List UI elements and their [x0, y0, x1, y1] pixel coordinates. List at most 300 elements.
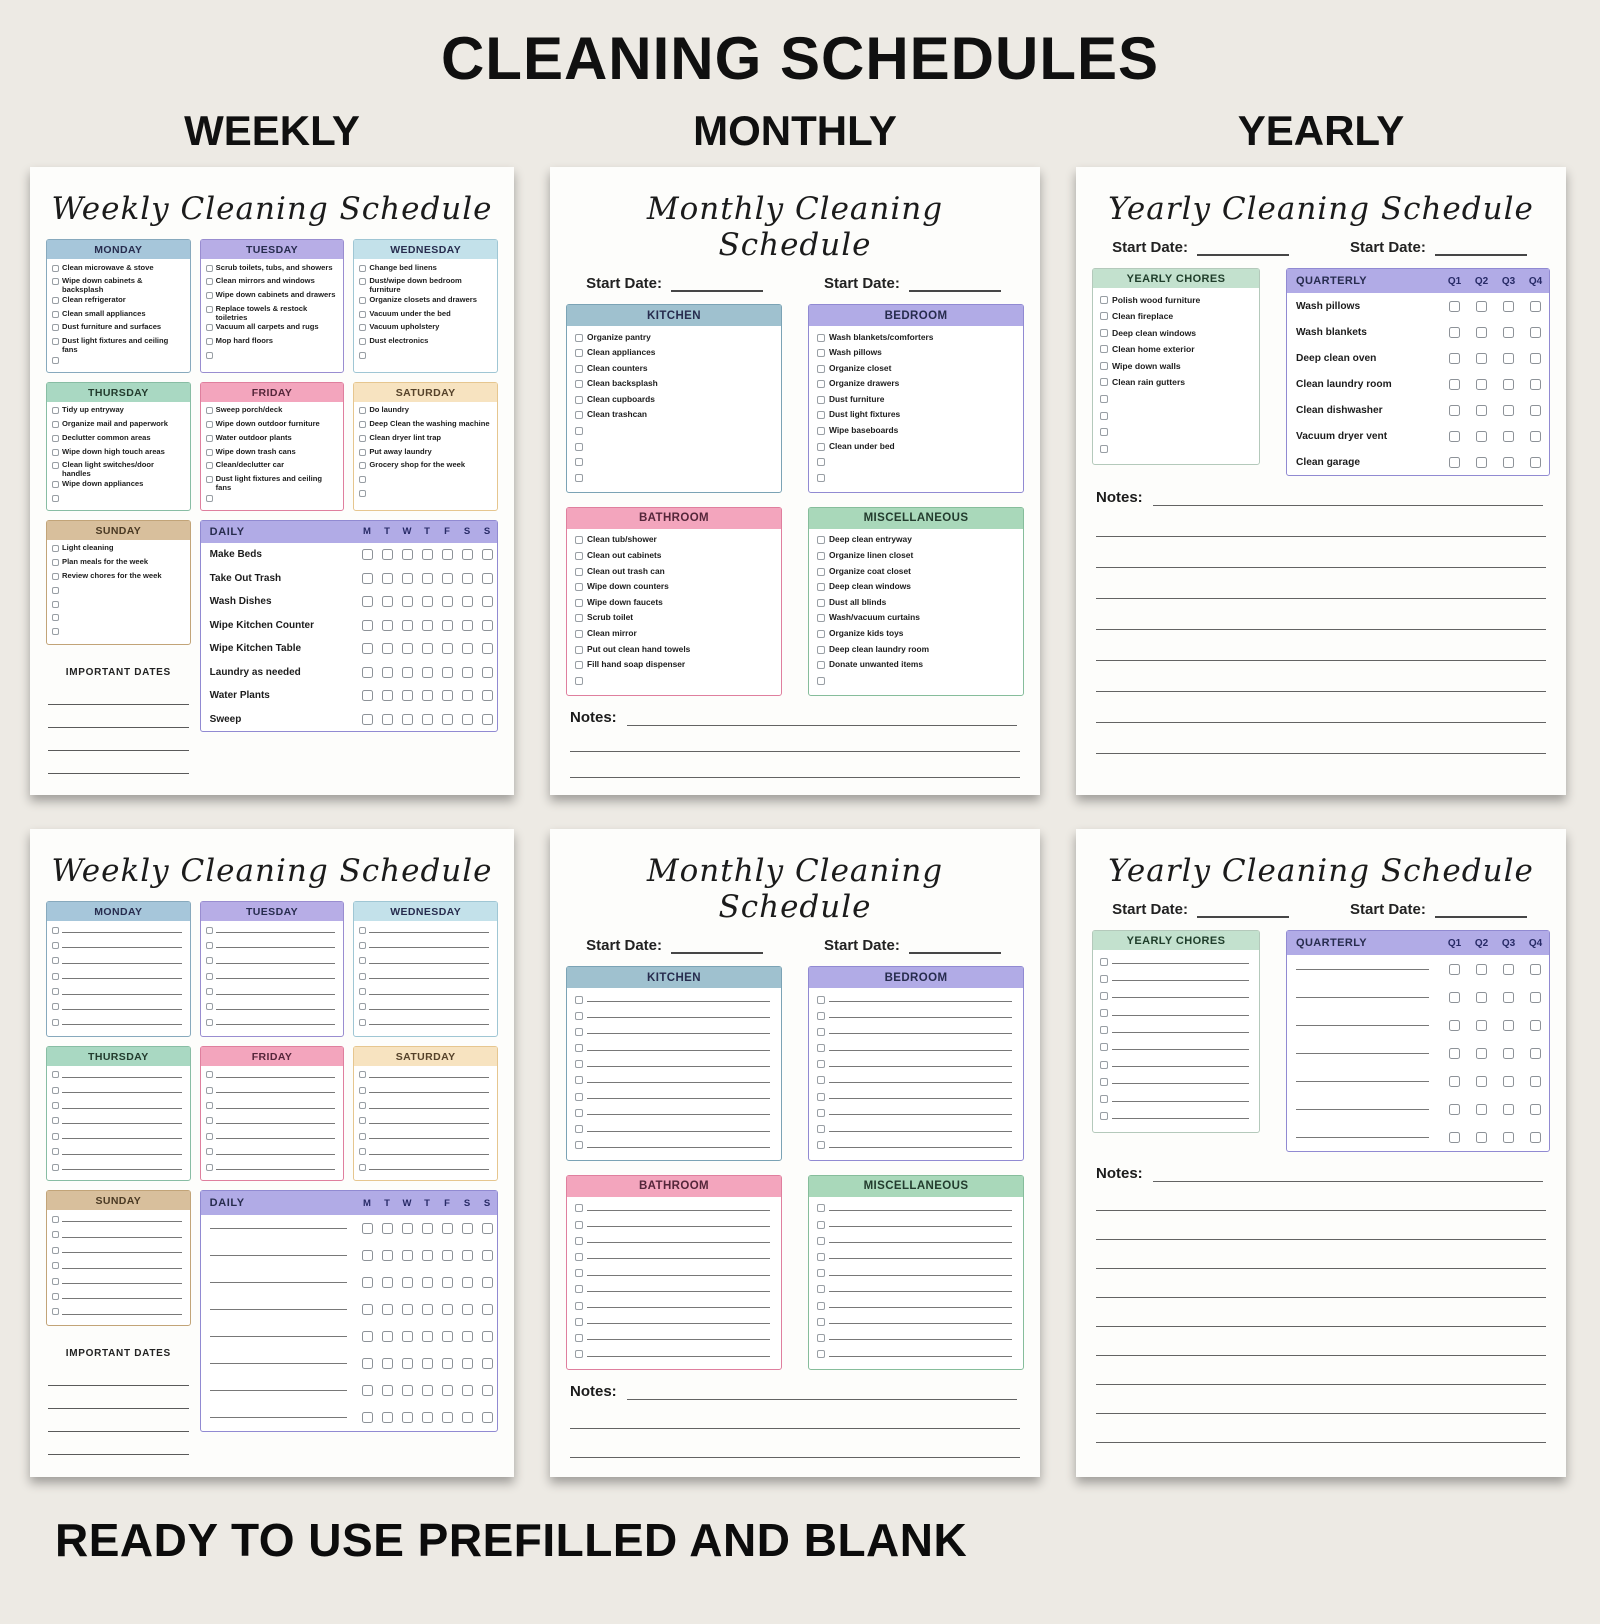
checkbox[interactable]: [817, 349, 825, 357]
checkbox[interactable]: [1503, 327, 1514, 338]
checkbox[interactable]: [817, 1253, 825, 1261]
checkbox[interactable]: [402, 596, 413, 607]
checkbox[interactable]: [52, 927, 59, 934]
checkbox[interactable]: [575, 1318, 583, 1326]
checkbox[interactable]: [817, 1285, 825, 1293]
checkbox[interactable]: [422, 1250, 433, 1261]
checkbox[interactable]: [575, 1350, 583, 1358]
checkbox[interactable]: [482, 667, 493, 678]
checkbox[interactable]: [817, 411, 825, 419]
checkbox[interactable]: [462, 1331, 473, 1342]
checkbox[interactable]: [206, 292, 213, 299]
checkbox[interactable]: [362, 1412, 373, 1423]
checkbox[interactable]: [52, 481, 59, 488]
checkbox[interactable]: [359, 1148, 366, 1155]
checkbox[interactable]: [52, 1262, 59, 1269]
checkbox[interactable]: [575, 411, 583, 419]
checkbox[interactable]: [817, 1044, 825, 1052]
checkbox[interactable]: [52, 1071, 59, 1078]
checkbox[interactable]: [402, 573, 413, 584]
checkbox[interactable]: [362, 573, 373, 584]
checkbox[interactable]: [206, 942, 213, 949]
checkbox[interactable]: [442, 667, 453, 678]
checkbox[interactable]: [402, 1250, 413, 1261]
checkbox[interactable]: [575, 1028, 583, 1036]
checkbox[interactable]: [52, 1087, 59, 1094]
checkbox[interactable]: [442, 1277, 453, 1288]
checkbox[interactable]: [206, 278, 213, 285]
checkbox[interactable]: [575, 1204, 583, 1212]
checkbox[interactable]: [1530, 964, 1541, 975]
checkbox[interactable]: [52, 1117, 59, 1124]
checkbox[interactable]: [1476, 1048, 1487, 1059]
checkbox[interactable]: [1449, 405, 1460, 416]
checkbox[interactable]: [462, 596, 473, 607]
checkbox[interactable]: [1476, 405, 1487, 416]
checkbox[interactable]: [1100, 412, 1108, 420]
checkbox[interactable]: [462, 1277, 473, 1288]
checkbox[interactable]: [575, 1141, 583, 1149]
checkbox[interactable]: [1100, 395, 1108, 403]
checkbox[interactable]: [575, 396, 583, 404]
checkbox[interactable]: [1449, 301, 1460, 312]
checkbox[interactable]: [575, 536, 583, 544]
checkbox[interactable]: [1449, 353, 1460, 364]
checkbox[interactable]: [422, 1277, 433, 1288]
checkbox[interactable]: [362, 667, 373, 678]
checkbox[interactable]: [359, 927, 366, 934]
checkbox[interactable]: [382, 1385, 393, 1396]
checkbox[interactable]: [1503, 1132, 1514, 1143]
checkbox[interactable]: [817, 996, 825, 1004]
checkbox[interactable]: [575, 1060, 583, 1068]
checkbox[interactable]: [206, 476, 213, 483]
checkbox[interactable]: [382, 1223, 393, 1234]
checkbox[interactable]: [817, 1318, 825, 1326]
checkbox[interactable]: [1476, 353, 1487, 364]
checkbox[interactable]: [817, 1076, 825, 1084]
checkbox[interactable]: [422, 549, 433, 560]
checkbox[interactable]: [52, 421, 59, 428]
checkbox[interactable]: [1503, 1048, 1514, 1059]
checkbox[interactable]: [817, 1334, 825, 1342]
checkbox[interactable]: [1476, 431, 1487, 442]
checkbox[interactable]: [1100, 378, 1108, 386]
checkbox[interactable]: [359, 490, 366, 497]
checkbox[interactable]: [1503, 405, 1514, 416]
checkbox[interactable]: [1100, 1095, 1108, 1103]
checkbox[interactable]: [362, 1223, 373, 1234]
checkbox[interactable]: [1530, 1132, 1541, 1143]
checkbox[interactable]: [817, 1028, 825, 1036]
checkbox[interactable]: [817, 474, 825, 482]
checkbox[interactable]: [462, 1412, 473, 1423]
checkbox[interactable]: [817, 1093, 825, 1101]
checkbox[interactable]: [359, 1102, 366, 1109]
checkbox[interactable]: [362, 1358, 373, 1369]
checkbox[interactable]: [442, 1250, 453, 1261]
checkbox[interactable]: [575, 1093, 583, 1101]
checkbox[interactable]: [402, 1277, 413, 1288]
checkbox[interactable]: [1100, 362, 1108, 370]
checkbox[interactable]: [1530, 992, 1541, 1003]
checkbox[interactable]: [206, 1003, 213, 1010]
checkbox[interactable]: [359, 957, 366, 964]
checkbox[interactable]: [382, 1304, 393, 1315]
checkbox[interactable]: [359, 338, 366, 345]
checkbox[interactable]: [575, 1253, 583, 1261]
checkbox[interactable]: [359, 476, 366, 483]
checkbox[interactable]: [206, 957, 213, 964]
checkbox[interactable]: [442, 1358, 453, 1369]
checkbox[interactable]: [1100, 296, 1108, 304]
checkbox[interactable]: [206, 338, 213, 345]
checkbox[interactable]: [462, 549, 473, 560]
checkbox[interactable]: [575, 614, 583, 622]
checkbox[interactable]: [422, 573, 433, 584]
checkbox[interactable]: [442, 1331, 453, 1342]
checkbox[interactable]: [482, 573, 493, 584]
checkbox[interactable]: [482, 1250, 493, 1261]
checkbox[interactable]: [575, 427, 583, 435]
checkbox[interactable]: [817, 1237, 825, 1245]
checkbox[interactable]: [422, 690, 433, 701]
checkbox[interactable]: [52, 628, 59, 635]
checkbox[interactable]: [422, 714, 433, 725]
checkbox[interactable]: [1100, 1009, 1108, 1017]
checkbox[interactable]: [206, 1019, 213, 1026]
checkbox[interactable]: [52, 545, 59, 552]
checkbox[interactable]: [52, 435, 59, 442]
checkbox[interactable]: [382, 1331, 393, 1342]
checkbox[interactable]: [442, 620, 453, 631]
checkbox[interactable]: [817, 552, 825, 560]
checkbox[interactable]: [575, 646, 583, 654]
checkbox[interactable]: [206, 324, 213, 331]
checkbox[interactable]: [206, 927, 213, 934]
checkbox[interactable]: [206, 973, 213, 980]
checkbox[interactable]: [52, 601, 59, 608]
checkbox[interactable]: [52, 1102, 59, 1109]
checkbox[interactable]: [575, 1334, 583, 1342]
checkbox[interactable]: [442, 549, 453, 560]
checkbox[interactable]: [1100, 445, 1108, 453]
checkbox[interactable]: [382, 573, 393, 584]
checkbox[interactable]: [402, 1385, 413, 1396]
checkbox[interactable]: [52, 311, 59, 318]
checkbox[interactable]: [575, 661, 583, 669]
checkbox[interactable]: [482, 1412, 493, 1423]
checkbox[interactable]: [1503, 1076, 1514, 1087]
checkbox[interactable]: [52, 265, 59, 272]
checkbox[interactable]: [359, 278, 366, 285]
checkbox[interactable]: [362, 620, 373, 631]
checkbox[interactable]: [1449, 1132, 1460, 1143]
checkbox[interactable]: [462, 1223, 473, 1234]
checkbox[interactable]: [1503, 353, 1514, 364]
checkbox[interactable]: [52, 297, 59, 304]
checkbox[interactable]: [206, 435, 213, 442]
checkbox[interactable]: [1449, 457, 1460, 468]
checkbox[interactable]: [206, 988, 213, 995]
checkbox[interactable]: [442, 1304, 453, 1315]
checkbox[interactable]: [1530, 379, 1541, 390]
checkbox[interactable]: [817, 380, 825, 388]
checkbox[interactable]: [817, 599, 825, 607]
checkbox[interactable]: [1476, 1076, 1487, 1087]
checkbox[interactable]: [52, 1308, 59, 1315]
checkbox[interactable]: [817, 334, 825, 342]
checkbox[interactable]: [1530, 353, 1541, 364]
checkbox[interactable]: [1476, 327, 1487, 338]
checkbox[interactable]: [52, 988, 59, 995]
checkbox[interactable]: [442, 643, 453, 654]
checkbox[interactable]: [575, 677, 583, 685]
checkbox[interactable]: [206, 1148, 213, 1155]
checkbox[interactable]: [1476, 992, 1487, 1003]
checkbox[interactable]: [422, 1358, 433, 1369]
checkbox[interactable]: [482, 690, 493, 701]
checkbox[interactable]: [1449, 431, 1460, 442]
checkbox[interactable]: [575, 1076, 583, 1084]
checkbox[interactable]: [462, 690, 473, 701]
checkbox[interactable]: [1476, 1104, 1487, 1115]
checkbox[interactable]: [52, 338, 59, 345]
checkbox[interactable]: [382, 596, 393, 607]
checkbox[interactable]: [1100, 1026, 1108, 1034]
checkbox[interactable]: [206, 1087, 213, 1094]
checkbox[interactable]: [442, 714, 453, 725]
checkbox[interactable]: [1476, 1020, 1487, 1031]
checkbox[interactable]: [817, 1109, 825, 1117]
checkbox[interactable]: [52, 324, 59, 331]
checkbox[interactable]: [817, 443, 825, 451]
checkbox[interactable]: [482, 1385, 493, 1396]
checkbox[interactable]: [52, 278, 59, 285]
checkbox[interactable]: [442, 1412, 453, 1423]
checkbox[interactable]: [52, 1293, 59, 1300]
checkbox[interactable]: [575, 380, 583, 388]
checkbox[interactable]: [1100, 428, 1108, 436]
checkbox[interactable]: [52, 942, 59, 949]
checkbox[interactable]: [382, 1412, 393, 1423]
checkbox[interactable]: [1100, 1061, 1108, 1069]
checkbox[interactable]: [206, 1102, 213, 1109]
checkbox[interactable]: [362, 1385, 373, 1396]
checkbox[interactable]: [1449, 992, 1460, 1003]
checkbox[interactable]: [575, 583, 583, 591]
checkbox[interactable]: [482, 643, 493, 654]
checkbox[interactable]: [1503, 301, 1514, 312]
checkbox[interactable]: [1476, 379, 1487, 390]
checkbox[interactable]: [422, 620, 433, 631]
checkbox[interactable]: [575, 568, 583, 576]
checkbox[interactable]: [1449, 1104, 1460, 1115]
checkbox[interactable]: [1530, 405, 1541, 416]
checkbox[interactable]: [359, 1003, 366, 1010]
checkbox[interactable]: [442, 1223, 453, 1234]
checkbox[interactable]: [575, 1221, 583, 1229]
checkbox[interactable]: [359, 1164, 366, 1171]
checkbox[interactable]: [402, 667, 413, 678]
checkbox[interactable]: [817, 1302, 825, 1310]
checkbox[interactable]: [359, 311, 366, 318]
checkbox[interactable]: [382, 690, 393, 701]
checkbox[interactable]: [575, 443, 583, 451]
checkbox[interactable]: [362, 1304, 373, 1315]
checkbox[interactable]: [359, 1019, 366, 1026]
checkbox[interactable]: [382, 714, 393, 725]
checkbox[interactable]: [52, 1133, 59, 1140]
checkbox[interactable]: [575, 599, 583, 607]
checkbox[interactable]: [1530, 1020, 1541, 1031]
checkbox[interactable]: [1100, 312, 1108, 320]
checkbox[interactable]: [402, 690, 413, 701]
checkbox[interactable]: [442, 1385, 453, 1396]
checkbox[interactable]: [462, 620, 473, 631]
checkbox[interactable]: [482, 596, 493, 607]
checkbox[interactable]: [462, 1358, 473, 1369]
checkbox[interactable]: [1476, 1132, 1487, 1143]
checkbox[interactable]: [817, 568, 825, 576]
checkbox[interactable]: [422, 667, 433, 678]
checkbox[interactable]: [482, 1223, 493, 1234]
checkbox[interactable]: [362, 549, 373, 560]
checkbox[interactable]: [206, 265, 213, 272]
checkbox[interactable]: [402, 714, 413, 725]
checkbox[interactable]: [817, 1125, 825, 1133]
checkbox[interactable]: [402, 1412, 413, 1423]
checkbox[interactable]: [817, 1221, 825, 1229]
checkbox[interactable]: [206, 306, 213, 313]
checkbox[interactable]: [52, 614, 59, 621]
checkbox[interactable]: [482, 1331, 493, 1342]
checkbox[interactable]: [52, 587, 59, 594]
checkbox[interactable]: [575, 458, 583, 466]
checkbox[interactable]: [382, 667, 393, 678]
checkbox[interactable]: [817, 1269, 825, 1277]
checkbox[interactable]: [422, 1412, 433, 1423]
checkbox[interactable]: [52, 1247, 59, 1254]
checkbox[interactable]: [206, 1164, 213, 1171]
checkbox[interactable]: [52, 1164, 59, 1171]
checkbox[interactable]: [52, 1003, 59, 1010]
checkbox[interactable]: [1476, 964, 1487, 975]
checkbox[interactable]: [359, 1133, 366, 1140]
checkbox[interactable]: [1100, 992, 1108, 1000]
checkbox[interactable]: [482, 1277, 493, 1288]
checkbox[interactable]: [1503, 379, 1514, 390]
checkbox[interactable]: [1449, 1048, 1460, 1059]
checkbox[interactable]: [359, 324, 366, 331]
checkbox[interactable]: [206, 1071, 213, 1078]
checkbox[interactable]: [575, 349, 583, 357]
checkbox[interactable]: [362, 690, 373, 701]
checkbox[interactable]: [52, 407, 59, 414]
checkbox[interactable]: [482, 714, 493, 725]
checkbox[interactable]: [206, 462, 213, 469]
checkbox[interactable]: [206, 1117, 213, 1124]
checkbox[interactable]: [52, 1019, 59, 1026]
checkbox[interactable]: [1449, 964, 1460, 975]
checkbox[interactable]: [382, 1277, 393, 1288]
checkbox[interactable]: [1530, 1076, 1541, 1087]
checkbox[interactable]: [575, 334, 583, 342]
checkbox[interactable]: [422, 1385, 433, 1396]
checkbox[interactable]: [817, 614, 825, 622]
checkbox[interactable]: [462, 1385, 473, 1396]
checkbox[interactable]: [817, 365, 825, 373]
checkbox[interactable]: [1100, 1043, 1108, 1051]
checkbox[interactable]: [402, 1331, 413, 1342]
checkbox[interactable]: [482, 620, 493, 631]
checkbox[interactable]: [359, 973, 366, 980]
checkbox[interactable]: [402, 620, 413, 631]
checkbox[interactable]: [575, 1125, 583, 1133]
checkbox[interactable]: [362, 714, 373, 725]
checkbox[interactable]: [422, 1223, 433, 1234]
checkbox[interactable]: [359, 988, 366, 995]
checkbox[interactable]: [575, 1044, 583, 1052]
checkbox[interactable]: [575, 1237, 583, 1245]
checkbox[interactable]: [52, 1216, 59, 1223]
checkbox[interactable]: [442, 596, 453, 607]
checkbox[interactable]: [1449, 1076, 1460, 1087]
checkbox[interactable]: [1503, 431, 1514, 442]
checkbox[interactable]: [575, 365, 583, 373]
checkbox[interactable]: [817, 396, 825, 404]
checkbox[interactable]: [1100, 345, 1108, 353]
checkbox[interactable]: [1100, 1112, 1108, 1120]
checkbox[interactable]: [422, 1304, 433, 1315]
checkbox[interactable]: [575, 630, 583, 638]
checkbox[interactable]: [362, 1331, 373, 1342]
checkbox[interactable]: [1530, 431, 1541, 442]
checkbox[interactable]: [462, 667, 473, 678]
checkbox[interactable]: [817, 458, 825, 466]
checkbox[interactable]: [52, 1148, 59, 1155]
checkbox[interactable]: [402, 1358, 413, 1369]
checkbox[interactable]: [52, 559, 59, 566]
checkbox[interactable]: [52, 573, 59, 580]
checkbox[interactable]: [1449, 1020, 1460, 1031]
checkbox[interactable]: [359, 435, 366, 442]
checkbox[interactable]: [442, 690, 453, 701]
checkbox[interactable]: [1503, 457, 1514, 468]
checkbox[interactable]: [817, 1060, 825, 1068]
checkbox[interactable]: [359, 265, 366, 272]
checkbox[interactable]: [52, 973, 59, 980]
checkbox[interactable]: [462, 573, 473, 584]
checkbox[interactable]: [1530, 1104, 1541, 1115]
checkbox[interactable]: [575, 1269, 583, 1277]
checkbox[interactable]: [442, 573, 453, 584]
checkbox[interactable]: [359, 449, 366, 456]
checkbox[interactable]: [359, 421, 366, 428]
checkbox[interactable]: [817, 630, 825, 638]
checkbox[interactable]: [359, 297, 366, 304]
checkbox[interactable]: [1100, 329, 1108, 337]
checkbox[interactable]: [422, 596, 433, 607]
checkbox[interactable]: [1476, 301, 1487, 312]
checkbox[interactable]: [382, 643, 393, 654]
checkbox[interactable]: [1503, 1104, 1514, 1115]
checkbox[interactable]: [575, 552, 583, 560]
checkbox[interactable]: [362, 596, 373, 607]
checkbox[interactable]: [817, 1141, 825, 1149]
checkbox[interactable]: [575, 1109, 583, 1117]
checkbox[interactable]: [206, 407, 213, 414]
